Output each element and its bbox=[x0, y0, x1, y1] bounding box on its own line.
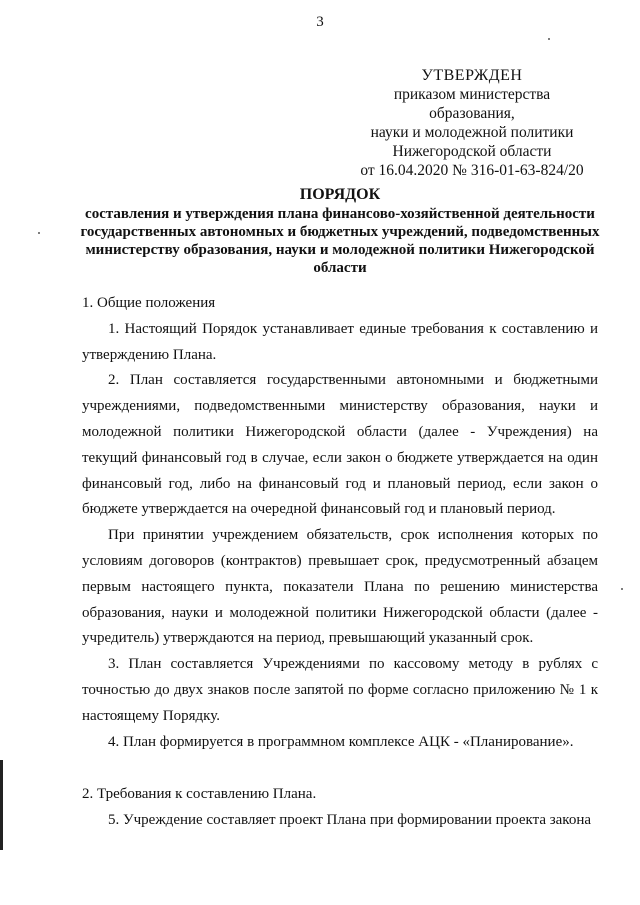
paragraph: 2. План составляется государственными автономными и бюджетными учреждениями, подведомственными министерству образования, науки и молодежной политики Нижегородской области (далее - Учреждения) на текущий финансовый год в случае, если закон о бюджете утверждается на один финансовый год, либо на финансовый год и плановый период, если закон о бюджете утверждается на очередной финансовый год и плановый период. bbox=[82, 372, 598, 518]
approval-line: Нижегородской области bbox=[392, 143, 552, 160]
approval-line: от 16.04.2020 № 316-01-63-824/20 bbox=[360, 162, 584, 179]
approval-line: науки и молодежной политики bbox=[370, 124, 574, 141]
scan-speck bbox=[621, 588, 623, 590]
scan-edge-mark bbox=[0, 760, 3, 850]
paragraph: 5. Учреждение составляет проект Плана при формировании проекта закона bbox=[108, 811, 592, 828]
approval-heading: УТВЕРЖДЕН bbox=[421, 67, 523, 84]
paragraph: 4. План формируется в программном комплексе АЦК - «Планирование». bbox=[108, 733, 574, 750]
section-requirements bbox=[82, 782, 598, 834]
paragraph: 3. План составляется Учреждениями по кассовому методу в рублях с точностью до двух знаков после запятой по форме согласно приложению № 1 к настоящему Порядку. bbox=[82, 656, 598, 724]
page-number: 3 bbox=[316, 14, 324, 30]
approval-block bbox=[352, 66, 592, 180]
paragraph: 1. Настоящий Порядок устанавливает единые требования к составлению и утверждению Плана. bbox=[82, 320, 598, 363]
approval-line: приказом министерства образования, bbox=[393, 86, 551, 122]
section-heading: 2. Требования к составлению Плана. bbox=[82, 786, 317, 802]
paragraph: При принятии учреждением обязательств, срок исполнения которых по условиям договоров (контрактов) превышает срок, предусмотренный абзацем первым настоящего пункта, показатели Плана по решению министерства образования, науки и молодежной политики Нижегородской области (далее - учредитель) утверждаются на период, превышающий указанный срок. bbox=[82, 527, 598, 647]
section-heading: 1. Общие положения bbox=[82, 295, 216, 311]
title-subtitle: составления и утверждения плана финансово-хозяйственной деятельности государственных автономных и бюджетных учреждений, подведомственных министерству образования, науки и молодежной политики Нижегородской области bbox=[80, 206, 600, 276]
scan-speck bbox=[548, 38, 550, 40]
section-general bbox=[82, 291, 598, 755]
scan-speck bbox=[38, 232, 40, 234]
title-main: ПОРЯДОК bbox=[299, 186, 381, 203]
document-title bbox=[60, 186, 620, 277]
